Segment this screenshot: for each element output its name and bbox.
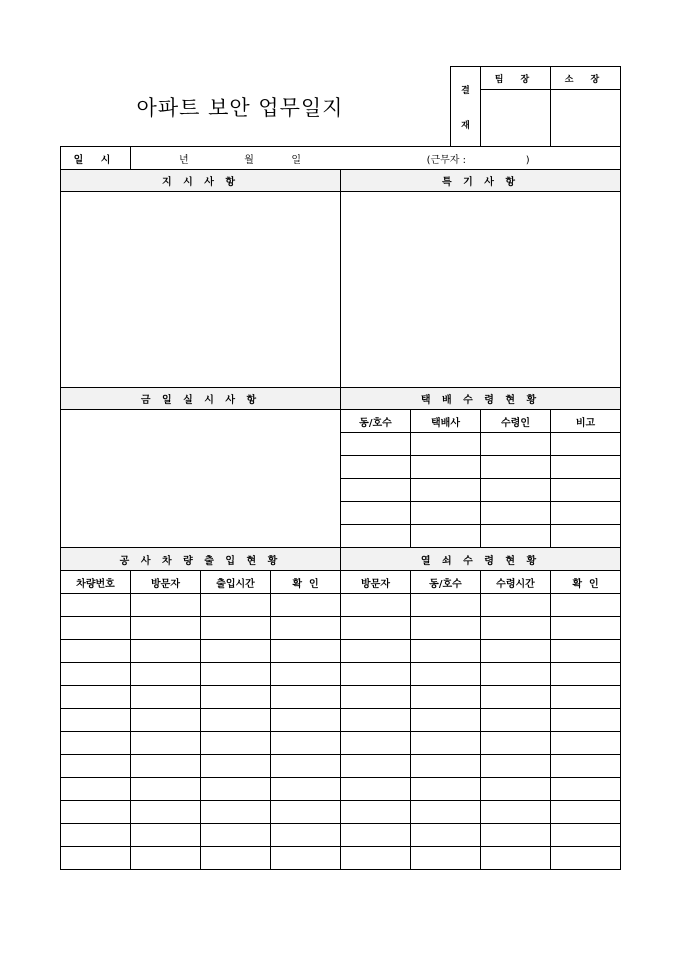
- instructions-header: 지 시 사 항: [61, 170, 341, 192]
- key-log-cell[interactable]: [341, 847, 411, 870]
- key-log-cell[interactable]: [551, 686, 621, 709]
- vehicle-log-cell[interactable]: [201, 663, 271, 686]
- vehicle-log-cell[interactable]: [131, 778, 201, 801]
- vehicle-log-cell[interactable]: [131, 824, 201, 847]
- key-log-cell[interactable]: [341, 778, 411, 801]
- vehicle-log-cell[interactable]: [201, 594, 271, 617]
- key-log-cell[interactable]: [411, 709, 481, 732]
- key-log-cell[interactable]: [341, 732, 411, 755]
- delivery-cell[interactable]: [411, 479, 481, 502]
- log-row: [61, 755, 621, 778]
- key-log-cell[interactable]: [411, 755, 481, 778]
- key-log-cell[interactable]: [341, 594, 411, 617]
- date-field[interactable]: [131, 147, 621, 170]
- vehicle-log-cell[interactable]: [131, 801, 201, 824]
- key-log-cell[interactable]: [481, 824, 551, 847]
- key-log-cell[interactable]: [411, 686, 481, 709]
- delivery-header: 택 배 수 령 현 황: [341, 388, 621, 410]
- key-log-cell[interactable]: [411, 824, 481, 847]
- vehicle-log-cell[interactable]: [271, 594, 341, 617]
- key-log-cell[interactable]: [411, 617, 481, 640]
- log-row: [61, 824, 621, 847]
- approval-label: 결 재: [451, 67, 481, 147]
- key-log-cell[interactable]: [481, 640, 551, 663]
- vehicle-log-cell[interactable]: [201, 778, 271, 801]
- delivery-cell[interactable]: [411, 456, 481, 479]
- vehicle-log-cell[interactable]: [61, 824, 131, 847]
- key-log-cell[interactable]: [411, 847, 481, 870]
- key-col-unit: 동/호수: [411, 571, 481, 594]
- key-receipt-header: 열 쇠 수 령 현 황: [341, 548, 621, 571]
- vehicle-log-cell[interactable]: [271, 663, 341, 686]
- key-log-cell[interactable]: [481, 755, 551, 778]
- vehicle-log-cell[interactable]: [271, 640, 341, 663]
- year-label: 년: [179, 154, 189, 166]
- vehicle-log-cell[interactable]: [201, 755, 271, 778]
- key-log-cell[interactable]: [411, 801, 481, 824]
- key-log-cell[interactable]: [551, 640, 621, 663]
- key-log-cell[interactable]: [551, 732, 621, 755]
- delivery-cell[interactable]: [551, 479, 621, 502]
- delivery-cell[interactable]: [341, 502, 411, 525]
- key-log-cell[interactable]: [551, 709, 621, 732]
- vehicle-log-cell[interactable]: [131, 847, 201, 870]
- delivery-cell[interactable]: [481, 502, 551, 525]
- vehicle-log-cell[interactable]: [61, 594, 131, 617]
- vehicle-log-cell[interactable]: [201, 801, 271, 824]
- key-log-cell[interactable]: [551, 847, 621, 870]
- log-row: [61, 663, 621, 686]
- key-log-cell[interactable]: [411, 640, 481, 663]
- delivery-cell[interactable]: [341, 479, 411, 502]
- key-log-cell[interactable]: [411, 663, 481, 686]
- delivery-cell[interactable]: [551, 456, 621, 479]
- key-log-cell[interactable]: [341, 824, 411, 847]
- delivery-cell[interactable]: [551, 525, 621, 548]
- worker-close: ): [525, 154, 530, 166]
- construction-vehicle-header: 공 사 차 량 출 입 현 황: [61, 548, 341, 571]
- key-log-cell[interactable]: [551, 663, 621, 686]
- approval-team-leader: 팀 장: [481, 67, 551, 90]
- log-rows: [61, 594, 621, 870]
- vehicle-log-cell[interactable]: [61, 709, 131, 732]
- vehicle-log-cell[interactable]: [61, 617, 131, 640]
- vehicle-log-cell[interactable]: [131, 617, 201, 640]
- log-row: [61, 686, 621, 709]
- delivery-cell[interactable]: [341, 433, 411, 456]
- vehicle-col-confirm: 확 인: [271, 571, 341, 594]
- vehicle-log-cell[interactable]: [201, 686, 271, 709]
- delivery-col-recipient: 수령인: [481, 410, 551, 433]
- month-label: 월: [244, 154, 254, 166]
- delivery-cell[interactable]: [551, 502, 621, 525]
- day-label: 일: [291, 154, 302, 166]
- vehicle-log-cell[interactable]: [271, 778, 341, 801]
- vehicle-log-cell[interactable]: [271, 801, 341, 824]
- date-label: 일 시: [61, 147, 131, 170]
- key-log-cell[interactable]: [481, 801, 551, 824]
- delivery-cell[interactable]: [411, 525, 481, 548]
- log-row: [61, 617, 621, 640]
- log-row: [61, 732, 621, 755]
- vehicle-log-cell[interactable]: [201, 732, 271, 755]
- today-tasks-body[interactable]: [61, 410, 341, 548]
- log-row: [61, 778, 621, 801]
- vehicle-log-cell[interactable]: [61, 801, 131, 824]
- vehicle-log-cell[interactable]: [131, 640, 201, 663]
- key-log-cell[interactable]: [341, 663, 411, 686]
- special-notes-header: 특 기 사 항: [341, 170, 621, 192]
- vehicle-log-cell[interactable]: [131, 709, 201, 732]
- delivery-cell[interactable]: [411, 433, 481, 456]
- page-title: 아파트 보안 업무일지: [136, 96, 344, 120]
- delivery-col-unit: 동/호수: [341, 410, 411, 433]
- key-log-cell[interactable]: [551, 824, 621, 847]
- vehicle-log-cell[interactable]: [131, 755, 201, 778]
- vehicle-log-cell[interactable]: [131, 594, 201, 617]
- instructions-body[interactable]: [61, 192, 341, 388]
- vehicle-log-cell[interactable]: [61, 686, 131, 709]
- key-col-confirm: 확 인: [551, 571, 621, 594]
- vehicle-log-cell[interactable]: [61, 663, 131, 686]
- vehicle-log-cell[interactable]: [131, 663, 201, 686]
- team-leader-sign-cell[interactable]: [481, 90, 551, 147]
- delivery-col-courier: 택배사: [411, 410, 481, 433]
- vehicle-col-plate: 차량번호: [61, 571, 131, 594]
- vehicle-log-cell[interactable]: [61, 732, 131, 755]
- key-log-cell[interactable]: [481, 594, 551, 617]
- delivery-cell[interactable]: [481, 456, 551, 479]
- key-col-visitor: 방문자: [341, 571, 411, 594]
- vehicle-log-cell[interactable]: [271, 755, 341, 778]
- manager-sign-cell[interactable]: [551, 90, 621, 147]
- key-log-cell[interactable]: [341, 755, 411, 778]
- delivery-col-note: 비고: [551, 410, 621, 433]
- log-row: [61, 709, 621, 732]
- vehicle-log-cell[interactable]: [61, 755, 131, 778]
- key-log-cell[interactable]: [481, 686, 551, 709]
- key-log-cell[interactable]: [481, 617, 551, 640]
- key-log-cell[interactable]: [551, 594, 621, 617]
- approval-box: [450, 66, 621, 147]
- key-log-cell[interactable]: [411, 594, 481, 617]
- vehicle-col-visitor: 방문자: [131, 571, 201, 594]
- key-log-cell[interactable]: [411, 778, 481, 801]
- key-log-cell[interactable]: [551, 778, 621, 801]
- log-row: [61, 640, 621, 663]
- delivery-cell[interactable]: [481, 525, 551, 548]
- vehicle-log-cell[interactable]: [61, 778, 131, 801]
- key-log-cell[interactable]: [341, 709, 411, 732]
- key-log-cell[interactable]: [551, 801, 621, 824]
- delivery-cell[interactable]: [411, 502, 481, 525]
- delivery-cell[interactable]: [481, 479, 551, 502]
- log-row: [61, 847, 621, 870]
- vehicle-log-cell[interactable]: [271, 824, 341, 847]
- key-log-cell[interactable]: [551, 617, 621, 640]
- key-log-cell[interactable]: [411, 732, 481, 755]
- vehicle-log-cell[interactable]: [271, 847, 341, 870]
- key-log-cell[interactable]: [481, 709, 551, 732]
- vehicle-log-cell[interactable]: [271, 686, 341, 709]
- vehicle-log-cell[interactable]: [271, 732, 341, 755]
- log-row: [61, 594, 621, 617]
- vehicle-log-cell[interactable]: [61, 640, 131, 663]
- key-log-cell[interactable]: [341, 686, 411, 709]
- delivery-cell[interactable]: [551, 433, 621, 456]
- vehicle-log-cell[interactable]: [201, 640, 271, 663]
- key-col-time: 수령시간: [481, 571, 551, 594]
- vehicle-log-cell[interactable]: [131, 732, 201, 755]
- key-log-cell[interactable]: [341, 640, 411, 663]
- delivery-cell[interactable]: [481, 433, 551, 456]
- vehicle-col-time: 출입시간: [201, 571, 271, 594]
- key-log-cell[interactable]: [341, 801, 411, 824]
- vehicle-log-cell[interactable]: [201, 847, 271, 870]
- delivery-cell[interactable]: [341, 525, 411, 548]
- delivery-cell[interactable]: [341, 456, 411, 479]
- vehicle-log-cell[interactable]: [201, 824, 271, 847]
- key-log-cell[interactable]: [481, 663, 551, 686]
- approval-manager: 소 장: [551, 67, 621, 90]
- worker-label: (근무자 :: [426, 154, 466, 166]
- vehicle-log-cell[interactable]: [271, 617, 341, 640]
- key-log-cell[interactable]: [481, 778, 551, 801]
- vehicle-log-cell[interactable]: [271, 709, 341, 732]
- special-notes-body[interactable]: [341, 192, 621, 388]
- log-table: [60, 146, 621, 870]
- vehicle-log-cell[interactable]: [61, 847, 131, 870]
- vehicle-log-cell[interactable]: [201, 617, 271, 640]
- vehicle-log-cell[interactable]: [131, 686, 201, 709]
- key-log-cell[interactable]: [481, 732, 551, 755]
- key-log-cell[interactable]: [341, 617, 411, 640]
- log-row: [61, 801, 621, 824]
- today-tasks-header: 금 일 실 시 사 항: [61, 388, 341, 410]
- key-log-cell[interactable]: [551, 755, 621, 778]
- key-log-cell[interactable]: [481, 847, 551, 870]
- vehicle-log-cell[interactable]: [201, 709, 271, 732]
